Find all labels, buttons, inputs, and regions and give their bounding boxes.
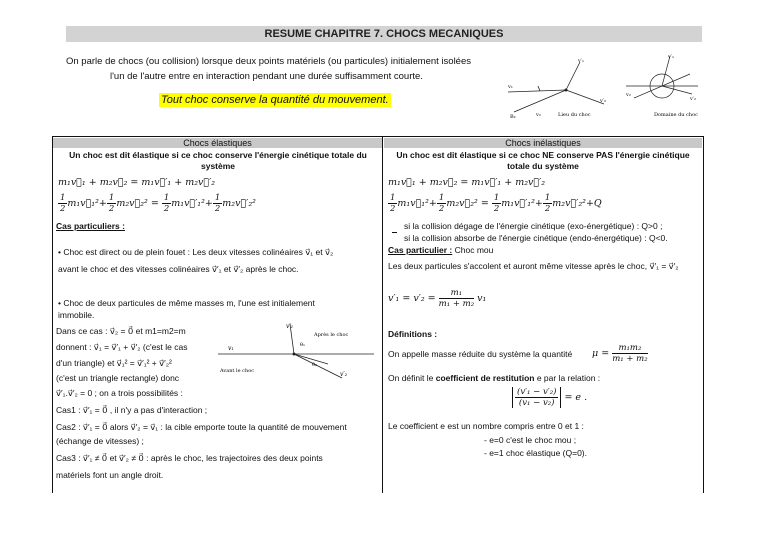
choc-mou-text: Les deux particules s'accolent et auront même vitesse après le choc, v⃗′₁ = v⃗′₂ <box>388 261 679 271</box>
collision-figure-2 <box>620 48 710 124</box>
e-one-line: - e=1 choc élastique (Q=0). <box>484 448 588 458</box>
svg-text:v′₁: v′₁ <box>668 54 674 60</box>
dans-ce-cas: Dans ce cas : v⃗₂ = 0⃗ et m1=m2=m <box>56 326 186 336</box>
right-energy-equation: $\frac{1}{2}$ m₁v⃗₁²+ $\frac{1}{2}$ m₂v⃗₂² = $\frac{1}{2}$ m₁v⃗′₁²+ $\frac{1}{2}$ m₂v⃗′₂²+Q <box>390 193 602 214</box>
q-term: +Q <box>585 198 602 209</box>
bullet-endo: si la collision absorbe de l'énergie cinétique (endo-énergétique) : Q<0. <box>404 233 668 243</box>
cas2-line2: (échange de vitesses) ; <box>56 436 144 446</box>
dash-bullet <box>392 232 397 233</box>
bullet-exo: si la collision dégage de l'énergie cinétique (exo-énergétique) : Q>0 ; <box>404 221 663 231</box>
donnent-line: donnent : v⃗₁ = v⃗′₁ + v⃗′₂ (c'est le cas <box>56 342 188 352</box>
choc-mou-velocity-equation: v′₁ = v′₂ = $\frac{\text{m₁}}{\text{m₁ + m₂}}$ v₁ <box>388 288 487 309</box>
trois-possibilites: v⃗′₁.v⃗′₂ = 0 ; on a trois possibilités : <box>56 388 183 398</box>
lieu-label: Lieu du choc <box>558 112 591 118</box>
restitution-bold: coefficient de restitution <box>435 373 535 383</box>
collision-figure-1 <box>500 50 620 122</box>
equal-mass-collision-figure <box>210 318 380 390</box>
domaine-label: Domaine du choc <box>654 112 698 118</box>
restitution-post: e par la relation : <box>536 373 601 383</box>
bullet-equal-mass-line1: • Choc de deux particules de même masses m, l'une est initialement <box>58 298 315 308</box>
svg-text:v₂: v₂ <box>536 112 541 118</box>
bullet-equal-mass-line2: immobile. <box>58 310 95 320</box>
svg-text:θ₁: θ₁ <box>300 342 306 348</box>
rectangle-line: (c'est un triangle rectangle) donc <box>56 373 180 383</box>
svg-text:v′₂: v′₂ <box>690 96 696 102</box>
left-energy-equation: $\frac{1}{2}$ m₁v⃗₁²+ $\frac{1}{2}$ m₂v⃗₂² = $\frac{1}{2}$ m₁v⃗′₁²+ $\frac{1}{2}$ m₂v⃗′₂² <box>60 193 256 214</box>
table-left-border <box>52 136 53 493</box>
left-subtitle: Un choc est dit élastique si ce choc conserve l'énergie cinétique totale du système <box>69 150 367 171</box>
svg-text:v₁: v₁ <box>508 84 513 90</box>
svg-text:v₂: v₂ <box>626 92 631 98</box>
coef-text: Le coefficient e est un nombre compris entre 0 et 1 : <box>388 421 584 431</box>
bullet-direct-line2: avant le choc et des vitesses colinéaires v⃗′₁ et v⃗′₂ après le choc. <box>58 264 299 274</box>
e-zero-line: - e=0 c'est le choc mou ; <box>484 435 577 445</box>
left-column-header: Chocs élastiques <box>53 138 382 148</box>
apres-label: Après le choc <box>314 332 349 338</box>
table-divider <box>382 136 383 493</box>
svg-text:v₁: v₁ <box>228 345 234 352</box>
choc-mou-label: Choc mou <box>454 245 494 255</box>
svg-text:v′₂: v′₂ <box>340 371 348 378</box>
right-column-header: Chocs inélastiques <box>384 138 702 148</box>
cas3-line2: matériels font un angle droit. <box>56 470 164 480</box>
cas3-line1: Cas3 : v⃗′₁ ≠ 0⃗ et v⃗′₂ ≠ 0⃗ : après le choc, les trajectoires des deux points <box>56 453 323 463</box>
svg-text:v′₂: v′₂ <box>600 98 606 104</box>
triangle-line: d'un triangle) et v⃗₁² = v⃗′₁² + v⃗′₂² <box>56 358 172 368</box>
key-statement: Tout choc conserve la quantité du mouvement. <box>161 94 389 106</box>
restitution-line <box>388 373 600 384</box>
page-title: RESUME CHAPITRE 7. CHOCS MECANIQUES <box>66 26 702 42</box>
table-top-border <box>52 136 704 137</box>
right-subtitle: Un choc est dit élastique si ce choc NE conserve PAS l'énergie cinétique totale du système <box>396 150 690 171</box>
right-momentum-equation: m₁v⃗₁ + m₂v⃗₂ = m₁v⃗′₁ + m₂v⃗′₂ <box>388 177 546 188</box>
masse-reduite-text: On appelle masse réduite du système la quantité <box>388 349 573 359</box>
left-momentum-equation: m₁v⃗₁ + m₂v⃗₂ = m₁v⃗′₁ + m₂v⃗′₂ <box>58 177 216 188</box>
cas-particulier-line <box>388 245 493 256</box>
avant-label: Avant le choc <box>220 368 255 374</box>
cas-particulier-label: Cas particulier : <box>388 245 453 255</box>
restitution-equation: $\frac{\text{(v′₁ − v′₂)}}{\text{(v₁ − v₂)}}$ = e . <box>512 387 587 408</box>
svg-text:θ₂: θ₂ <box>312 362 318 368</box>
restitution-pre: On définit le <box>388 373 434 383</box>
intro-line-1: On parle de chocs (ou collision) lorsque deux points matériels (ou particules) initialement isolées <box>66 56 472 67</box>
svg-text:B₂: B₂ <box>510 114 516 120</box>
svg-text:v′₁: v′₁ <box>578 58 584 64</box>
definitions-heading: Définitions : <box>388 329 438 339</box>
svg-text:v′₁: v′₁ <box>286 323 294 330</box>
intro-line-2: l'un de l'autre entre en interaction pendant une durée suffisamment courte. <box>110 71 423 82</box>
cas-particuliers-heading: Cas particuliers : <box>56 221 125 231</box>
cas2-line1: Cas2 : v⃗′₁ = 0⃗ alors v⃗′₂ = v⃗₁ : la cible emporte toute la quantité de mouvement <box>56 422 347 432</box>
bullet-direct-line1: • Choc est direct ou de plein fouet : Les deux vitesses colinéaires v⃗₁ et v⃗₂ <box>58 247 334 257</box>
table-right-border <box>703 136 704 493</box>
reduced-mass-equation: μ = $\frac{\text{m₁m₂}}{\text{m₁ + m₂}}$ <box>592 343 648 364</box>
cas1-line: Cas1 : v⃗′₁ = 0⃗ , il n'y a pas d'interaction ; <box>56 405 208 415</box>
